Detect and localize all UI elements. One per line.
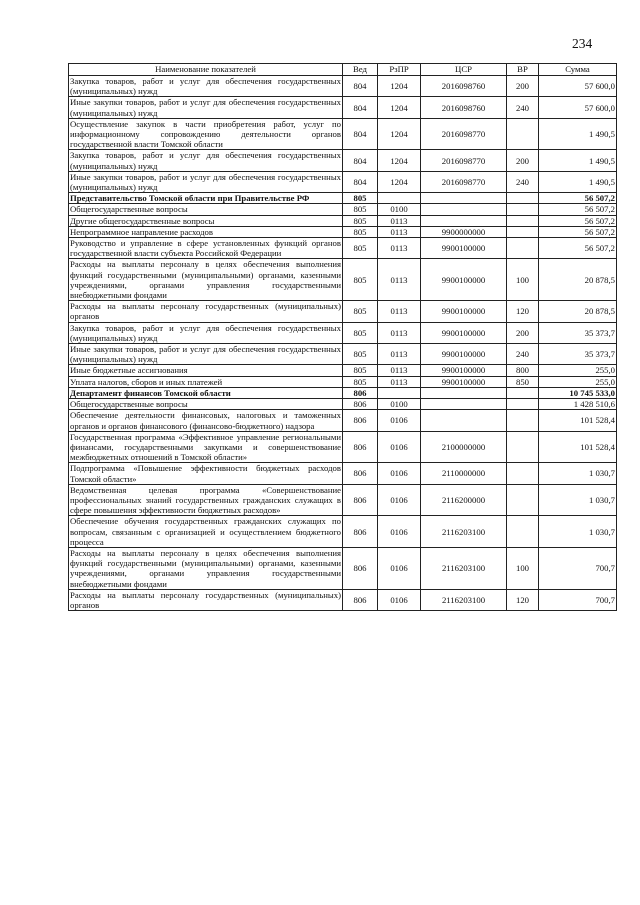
row-rzpr-cell: 0113: [378, 215, 421, 226]
row-name-cell: Подпрограмма «Повышение эффективности бюджетных расходов Томской области»: [70, 463, 341, 484]
row-name-cell: Иные закупки товаров, работ и услуг для обеспечения государственных (муниципальных) нужд: [70, 97, 341, 118]
row-rzpr-cell: 0113: [378, 322, 421, 343]
row-csr-cell: 2016098770: [421, 150, 507, 171]
table-row: [69, 238, 617, 259]
row-vr-cell: 200: [507, 76, 539, 97]
row-ved-cell: 805: [343, 226, 378, 237]
table-row-department: [69, 193, 617, 204]
row-name-cell: Иные закупки товаров, работ и услуг для обеспечения государственных (муниципальных) нужд: [70, 344, 341, 365]
row-name-cell: Закупка товаров, работ и услуг для обеспечения государственных (муниципальных) нужд: [70, 322, 341, 343]
row-name-cell: Департамент финансов Томской области: [69, 387, 343, 398]
row-rzpr-cell: 0106: [378, 431, 421, 463]
row-vr-cell: [507, 238, 539, 259]
row-vr-cell: 100: [507, 259, 539, 301]
row-csr-cell: 2110000000: [421, 463, 507, 484]
row-rzpr-cell: 1204: [378, 97, 421, 118]
row-vr-cell: 800: [507, 365, 539, 376]
row-sum-cell: 1 030,7: [539, 484, 617, 516]
row-ved-cell: 806: [343, 484, 378, 516]
row-vr-cell: [507, 118, 539, 150]
row-sum-cell: 20 878,5: [539, 259, 617, 301]
budget-table: [68, 63, 617, 611]
row-name-cell: Непрограммное направление расходов: [69, 226, 343, 237]
row-name-cell: Иные закупки товаров, работ и услуг для обеспечения государственных (муниципальных) нужд: [70, 171, 341, 193]
row-ved-cell: 805: [343, 301, 378, 322]
row-name-cell: Расходы на выплаты персоналу государственных (муниципальных) органов: [70, 301, 341, 322]
row-vr-cell: [507, 387, 539, 398]
table-row: [69, 118, 617, 150]
page-number: 234: [572, 36, 593, 51]
row-sum-cell: 57 600,0: [539, 97, 617, 118]
row-sum-cell: 1 030,7: [539, 516, 617, 548]
row-csr-cell: [421, 399, 507, 410]
row-sum-cell: 700,7: [539, 547, 617, 589]
row-rzpr-cell: 0106: [378, 463, 421, 484]
row-ved-cell: 805: [343, 238, 378, 259]
row-ved-cell: 805: [343, 344, 378, 365]
row-vr-cell: [507, 215, 539, 226]
table-row: [69, 463, 617, 484]
table-row: [69, 547, 617, 589]
row-vr-cell: 120: [507, 301, 539, 322]
row-rzpr-cell: 0106: [378, 516, 421, 548]
row-ved-cell: 806: [343, 463, 378, 484]
row-vr-cell: 200: [507, 322, 539, 343]
table-row: [69, 301, 617, 322]
row-sum-cell: 56 507,2: [539, 238, 617, 259]
column-header-sum: Сумма: [539, 64, 617, 76]
row-sum-cell: 700,7: [539, 589, 617, 610]
row-vr-cell: [507, 226, 539, 237]
row-ved-cell: 804: [343, 150, 378, 171]
row-vr-cell: [507, 193, 539, 204]
row-name-cell: Руководство и управление в сфере установленных функций органов государственной власти субъекта Российской Федерации: [70, 238, 341, 259]
row-vr-cell: [507, 431, 539, 463]
row-rzpr-cell: 0100: [378, 204, 421, 215]
row-ved-cell: 806: [343, 387, 378, 398]
column-header-ved: Вед: [343, 64, 378, 76]
row-ved-cell: 806: [343, 516, 378, 548]
table-row: [69, 484, 617, 516]
row-ved-cell: 804: [343, 76, 378, 97]
row-csr-cell: 9900100000: [421, 259, 507, 301]
row-csr-cell: 9900000000: [421, 226, 507, 237]
row-vr-cell: 240: [507, 97, 539, 118]
row-sum-cell: 1 030,7: [539, 463, 617, 484]
row-csr-cell: 9900100000: [421, 301, 507, 322]
row-rzpr-cell: 0106: [378, 410, 421, 431]
row-vr-cell: 850: [507, 376, 539, 387]
row-name-cell: Представительство Томской области при Правительстве РФ: [69, 193, 343, 204]
row-csr-cell: 2016098770: [421, 171, 507, 192]
row-rzpr-cell: 0113: [378, 238, 421, 259]
row-ved-cell: 806: [343, 399, 378, 410]
row-ved-cell: 805: [343, 259, 378, 301]
row-rzpr-cell: 1204: [378, 76, 421, 97]
row-sum-cell: 56 507,2: [539, 215, 617, 226]
row-rzpr-cell: 1204: [378, 171, 421, 192]
row-name-cell: Другие общегосударственные вопросы: [69, 215, 343, 226]
row-name-cell: Уплата налогов, сборов и иных платежей: [69, 376, 343, 387]
table-row: [69, 399, 617, 410]
row-name-cell: Иные бюджетные ассигнования: [69, 365, 343, 376]
row-name-cell: Расходы на выплаты персоналу в целях обеспечения выполнения функций государственными (муниципальными) органами, казенными учреждениями, органами управления государственными внебюджетными фондами: [70, 547, 341, 589]
row-name-cell: Обеспечение деятельности финансовых, налоговых и таможенных органов и органов финансового (финансово-бюджетного) надзора: [70, 410, 341, 431]
row-sum-cell: 255,0: [539, 376, 617, 387]
row-rzpr-cell: [378, 387, 421, 398]
row-name-cell: Государственная программа «Эффективное управление региональными финансами, государственными закупками и совершенствование межбюджетных отношений в Томской области»: [70, 431, 341, 463]
table-header-row: [69, 64, 617, 76]
row-csr-cell: [421, 387, 507, 398]
row-sum-cell: 101 528,4: [539, 410, 617, 431]
row-ved-cell: 806: [343, 547, 378, 589]
table-row: [69, 215, 617, 226]
row-rzpr-cell: 0113: [378, 226, 421, 237]
row-sum-cell: 57 600,0: [539, 76, 617, 97]
row-name-cell: Обеспечение обучения государственных гражданских служащих по вопросам, связанным с организацией и осуществлением бюджетного процесса: [70, 516, 341, 547]
table-row: [69, 97, 617, 118]
table-body: [69, 76, 617, 611]
row-sum-cell: 1 490,5: [539, 150, 617, 171]
row-rzpr-cell: [378, 193, 421, 204]
row-rzpr-cell: 0106: [378, 589, 421, 610]
row-csr-cell: [421, 193, 507, 204]
column-header-vr: ВР: [507, 64, 539, 76]
row-name-cell: Расходы на выплаты персоналу в целях обеспечения выполнения функций государственными (муниципальными) органами, казенными учреждениями, органами управления государственными внебюджетными фондами: [70, 259, 341, 301]
table-row: [69, 410, 617, 431]
row-name-cell: Закупка товаров, работ и услуг для обеспечения государственных (муниципальных) нужд: [70, 76, 341, 97]
row-sum-cell: 1 490,5: [539, 171, 617, 192]
row-vr-cell: 240: [507, 171, 539, 192]
row-vr-cell: 100: [507, 547, 539, 589]
table-row: [69, 76, 617, 97]
row-csr-cell: 2116203100: [421, 589, 507, 610]
table-row: [69, 376, 617, 387]
row-rzpr-cell: 0113: [378, 301, 421, 322]
row-csr-cell: 9900100000: [421, 322, 507, 343]
row-csr-cell: 9900100000: [421, 344, 507, 365]
row-sum-cell: 1 428 510,6: [539, 399, 617, 410]
row-sum-cell: 35 373,7: [539, 322, 617, 343]
row-ved-cell: 805: [343, 193, 378, 204]
table-row: [69, 516, 617, 548]
table-row: [69, 226, 617, 237]
row-csr-cell: 9900100000: [421, 365, 507, 376]
table-row-department: [69, 387, 617, 398]
table-row: [69, 365, 617, 376]
row-sum-cell: 56 507,2: [539, 226, 617, 237]
row-vr-cell: [507, 204, 539, 215]
column-header-csr: ЦСР: [421, 64, 507, 76]
row-csr-cell: 2116203100: [421, 547, 507, 589]
row-csr-cell: 2016098770: [421, 118, 507, 150]
row-rzpr-cell: 0100: [378, 399, 421, 410]
row-name-cell: Ведомственная целевая программа «Совершенствование профессиональных знаний государственных гражданских служащих в сфере повышения эффективности бюджетных расходов»: [70, 484, 341, 516]
row-ved-cell: 805: [343, 215, 378, 226]
row-csr-cell: 2100000000: [421, 431, 507, 463]
row-vr-cell: [507, 516, 539, 548]
row-ved-cell: 804: [343, 118, 378, 150]
row-ved-cell: 804: [343, 97, 378, 118]
row-ved-cell: 804: [343, 171, 378, 192]
row-csr-cell: 2016098760: [421, 97, 507, 118]
row-csr-cell: 9900100000: [421, 238, 507, 259]
row-ved-cell: 805: [343, 365, 378, 376]
row-sum-cell: 1 490,5: [539, 118, 617, 150]
row-vr-cell: 240: [507, 344, 539, 365]
row-vr-cell: 200: [507, 150, 539, 171]
row-csr-cell: 9900100000: [421, 376, 507, 387]
row-sum-cell: 35 373,7: [539, 344, 617, 365]
row-name-cell: Расходы на выплаты персоналу государственных (муниципальных) органов: [70, 589, 341, 610]
table-row: [69, 344, 617, 365]
row-vr-cell: [507, 484, 539, 516]
row-rzpr-cell: 1204: [378, 118, 421, 150]
row-name-cell: Закупка товаров, работ и услуг для обеспечения государственных (муниципальных) нужд: [70, 150, 341, 171]
row-rzpr-cell: 0106: [378, 547, 421, 589]
row-ved-cell: 806: [343, 410, 378, 431]
row-rzpr-cell: 0113: [378, 365, 421, 376]
table-row: [69, 589, 617, 610]
row-csr-cell: [421, 215, 507, 226]
row-csr-cell: [421, 204, 507, 215]
row-name-cell: Общегосударственные вопросы: [69, 399, 343, 410]
row-csr-cell: [421, 410, 507, 431]
row-rzpr-cell: 0113: [378, 259, 421, 301]
table-row: [69, 150, 617, 171]
table-row: [69, 171, 617, 192]
table-row: [69, 204, 617, 215]
row-ved-cell: 805: [343, 204, 378, 215]
row-name-cell: Осуществление закупок в части приобретения работ, услуг по информационному сопровождению деятельности органов государственной власти Томской области: [70, 118, 341, 150]
row-sum-cell: 10 745 533,0: [539, 387, 617, 398]
row-vr-cell: [507, 410, 539, 431]
row-rzpr-cell: 0113: [378, 344, 421, 365]
row-csr-cell: 2116200000: [421, 484, 507, 516]
row-vr-cell: [507, 399, 539, 410]
row-rzpr-cell: 0113: [378, 376, 421, 387]
row-sum-cell: 101 528,4: [539, 431, 617, 463]
table-row: [69, 259, 617, 301]
row-sum-cell: 56 507,2: [539, 204, 617, 215]
column-header-name: Наименование показателей: [69, 64, 343, 76]
column-header-rzpr: РзПР: [378, 64, 421, 76]
table-row: [69, 322, 617, 343]
row-sum-cell: 56 507,2: [539, 193, 617, 204]
row-csr-cell: 2016098760: [421, 76, 507, 97]
row-sum-cell: 255,0: [539, 365, 617, 376]
row-vr-cell: [507, 463, 539, 484]
row-vr-cell: 120: [507, 589, 539, 610]
row-ved-cell: 806: [343, 431, 378, 463]
row-rzpr-cell: 1204: [378, 150, 421, 171]
row-csr-cell: 2116203100: [421, 516, 507, 548]
row-ved-cell: 806: [343, 589, 378, 610]
row-ved-cell: 805: [343, 376, 378, 387]
table-row: [69, 431, 617, 463]
row-sum-cell: 20 878,5: [539, 301, 617, 322]
row-ved-cell: 805: [343, 322, 378, 343]
row-rzpr-cell: 0106: [378, 484, 421, 516]
row-name-cell: Общегосударственные вопросы: [69, 204, 343, 215]
